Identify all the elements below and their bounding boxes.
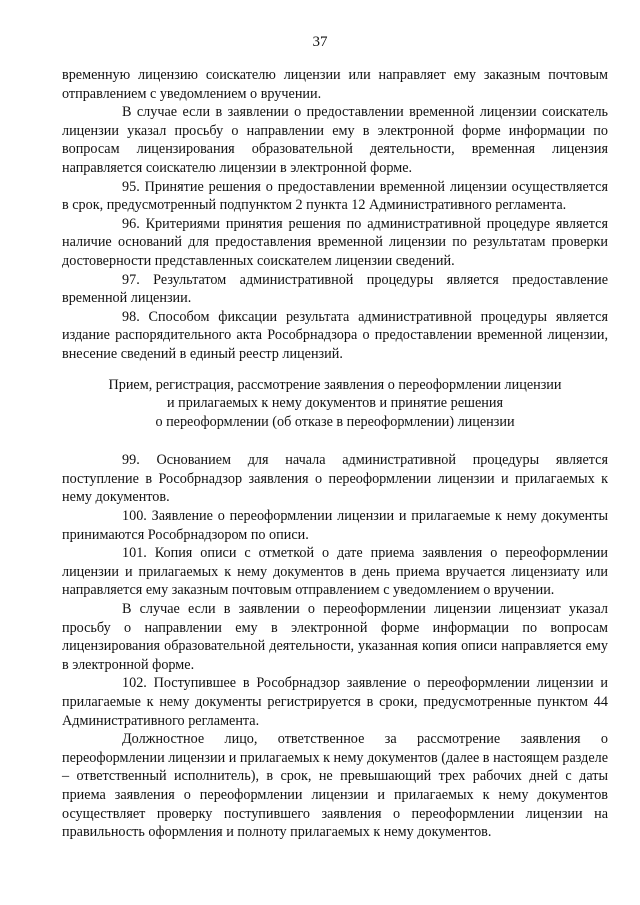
paragraph: Должностное лицо, ответственное за рассмотрение заявления о переоформлении лицензии и прилагаемых к нему документов (далее в настоящем разделе – ответственный исполнитель), в срок, не превышающий трех рабочих дней с даты приема заявления о переоформлении лицензии и прилагаемых к нему документов осуществляет проверку поступившего заявления о переоформлении лицензии на правильность оформления и полноту прилагаемых к нему документов. [62,731,608,841]
paragraph-101: 101. Копия описи с отметкой о дате приема заявления о переоформлении лицензии и прилагаемых к нему документов в день приема вручается лицензиату или направляется ему заказным почтовым отправлением с уведомлением о вручении. [62,545,608,599]
paragraph-102: 102. Поступившее в Рособрнадзор заявление о переоформлении лицензии и прилагаемые к нему документы регистрируется в сроки, предусмотренные пунктом 44 Административного регламента. [62,675,608,729]
paragraph-98: 98. Способом фиксации результата административной процедуры является издание распорядительного акта Рособрнадзора о предоставлении временной лицензии, внесение сведений в единый реестр лицензий. [62,308,608,362]
paragraph: В случае если в заявлении о предоставлении временной лицензии соискатель лицензии указал просьбу о направлении ему в электронной форме информации по вопросам лицензирования образовательной деятельности, временная лицензия направляется соискателю лицензии в электронной форме. [62,104,608,176]
paragraph: В случае если в заявлении о переоформлении лицензии лицензиат указал просьбу о направлении ему в электронной форме информации по вопросам лицензирования образовательной деятельности, указанная копия описи направляется ему в электронной форме. [62,601,608,673]
paragraphs-before [62,66,608,364]
document-body [62,66,608,842]
paragraph-96: 96. Критериями принятия решения по административной процедуре является наличие оснований для предоставления временной лицензии по результатам проверки достоверности представленных соискателем лицензии сведений. [62,215,608,269]
paragraph-100: 100. Заявление о переоформлении лицензии и прилагаемые к нему документы принимаются Рособрнадзором по описи. [62,508,608,543]
paragraph-99: 99. Основанием для начала административной процедуры является поступление в Рособрнадзор заявления о переоформлении лицензии и прилагаемых к нему документов. [62,452,608,506]
page-number: 37 [312,34,328,50]
section-heading-line: о переоформлении (об отказе в переоформлении) лицензии [155,413,515,430]
paragraph-95: 95. Принятие решения о предоставлении временной лицензии осуществляется в срок, предусмотренный подпунктом 2 пункта 12 Административного регламента. [62,178,608,214]
section-heading [62,376,608,432]
section-heading-line: Прием, регистрация, рассмотрение заявления о переоформлении лицензии [108,376,562,393]
paragraph: временную лицензию соискателю лицензии или направляет ему заказным почтовым отправлением с уведомлением о вручении. [62,67,608,102]
paragraph-97: 97. Результатом административной процедуры является предоставление временной лицензии. [62,271,608,307]
section-heading-line: и прилагаемых к нему документов и принятие решения [167,395,503,412]
paragraphs-after [62,451,608,841]
